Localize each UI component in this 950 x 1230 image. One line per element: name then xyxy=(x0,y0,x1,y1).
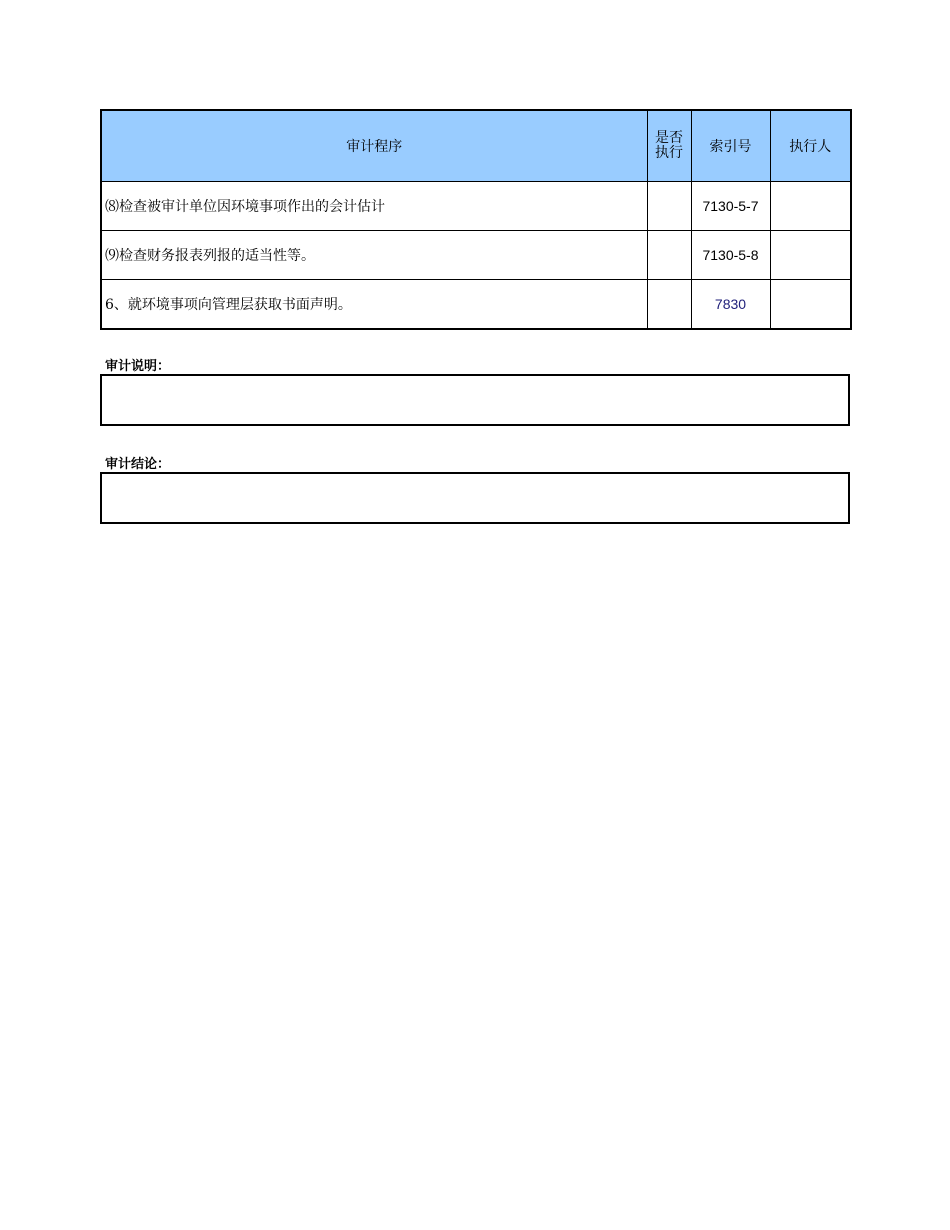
audit-explanation-label: 审计说明： xyxy=(105,359,171,374)
executor-cell[interactable] xyxy=(770,280,851,330)
table-row xyxy=(101,182,851,231)
header-index: 索引号 xyxy=(691,110,770,182)
audit-explanation-box[interactable] xyxy=(100,374,850,426)
audit-conclusion-label: 审计结论： xyxy=(105,457,171,472)
executed-cell[interactable] xyxy=(647,231,691,280)
audit-conclusion-box[interactable] xyxy=(100,472,850,524)
index-cell[interactable]: 7130-5-8 xyxy=(691,231,770,280)
executed-cell[interactable] xyxy=(647,182,691,231)
header-procedure: 审计程序 xyxy=(101,110,647,182)
header-executor: 执行人 xyxy=(770,110,851,182)
procedure-cell[interactable]: ⑻检查被审计单位因环境事项作出的会计估计 xyxy=(101,182,647,231)
executor-cell[interactable] xyxy=(770,182,851,231)
audit-procedure-table xyxy=(100,109,852,330)
index-cell[interactable]: 7130-5-7 xyxy=(691,182,770,231)
table-header-row xyxy=(101,110,851,182)
header-executed: 是否执行 xyxy=(647,110,691,182)
executor-cell[interactable] xyxy=(770,231,851,280)
procedure-cell[interactable]: ⑼检查财务报表列报的适当性等。 xyxy=(101,231,647,280)
table-row xyxy=(101,231,851,280)
index-link-cell[interactable]: 7830 xyxy=(691,280,770,330)
procedure-cell[interactable]: 6、就环境事项向管理层获取书面声明。 xyxy=(101,280,647,330)
audit-procedure-sheet xyxy=(100,109,850,330)
executed-cell[interactable] xyxy=(647,280,691,330)
table-row xyxy=(101,280,851,330)
